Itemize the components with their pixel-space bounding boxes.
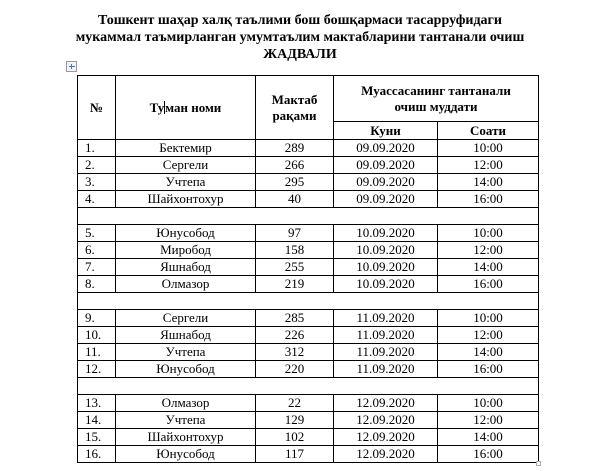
table-body	[78, 140, 539, 463]
school-number-cell[interactable]: 295	[256, 174, 334, 191]
row-number-cell[interactable]: 4.	[78, 191, 116, 208]
opening-time-cell[interactable]: 14:00	[438, 174, 539, 191]
move-cross-icon	[69, 66, 75, 67]
opening-time-cell[interactable]: 10:00	[438, 395, 539, 412]
header-opening[interactable]	[334, 76, 539, 122]
row-number-cell[interactable]: 7.	[78, 259, 116, 276]
separator-row	[78, 378, 539, 395]
opening-date-cell[interactable]: 11.09.2020	[334, 344, 438, 361]
row-number-cell[interactable]: 10.	[78, 327, 116, 344]
district-cell[interactable]: Юнусобод	[116, 361, 256, 378]
table-row	[78, 310, 539, 327]
opening-date-cell[interactable]: 10.09.2020	[334, 225, 438, 242]
separator-cell[interactable]	[78, 208, 539, 225]
row-number-cell[interactable]: 13.	[78, 395, 116, 412]
header-day[interactable]: Куни	[334, 122, 438, 140]
district-cell[interactable]: Яшнабод	[116, 327, 256, 344]
row-number-cell[interactable]: 15.	[78, 429, 116, 446]
school-number-cell[interactable]: 226	[256, 327, 334, 344]
school-number-cell[interactable]: 40	[256, 191, 334, 208]
district-cell[interactable]: Учтепа	[116, 412, 256, 429]
separator-cell[interactable]	[78, 378, 539, 395]
table-row	[78, 446, 539, 463]
header-hour[interactable]: Соати	[438, 122, 539, 140]
table-row	[78, 225, 539, 242]
opening-date-cell[interactable]: 11.09.2020	[334, 310, 438, 327]
schedule-table	[77, 75, 539, 463]
opening-date-cell[interactable]: 12.09.2020	[334, 412, 438, 429]
header-district-text-before-caret: Ту	[149, 99, 165, 115]
table-row	[78, 361, 539, 378]
header-district-text-after-caret: ман номи	[165, 99, 222, 115]
title-line-1: Тошкент шаҳар халқ таълими бош бошқармаси тасарруфидаги	[98, 13, 502, 28]
district-cell[interactable]: Яшнабод	[116, 259, 256, 276]
opening-time-cell[interactable]: 12:00	[438, 242, 539, 259]
row-number-cell[interactable]: 5.	[78, 225, 116, 242]
school-number-cell[interactable]: 22	[256, 395, 334, 412]
school-number-cell[interactable]: 158	[256, 242, 334, 259]
row-number-cell[interactable]: 9.	[78, 310, 116, 327]
separator-row	[78, 208, 539, 225]
school-number-cell[interactable]: 97	[256, 225, 334, 242]
district-cell[interactable]: Учтепа	[116, 344, 256, 361]
opening-date-cell[interactable]: 10.09.2020	[334, 276, 438, 293]
district-cell[interactable]: Шайхонтохур	[116, 191, 256, 208]
opening-time-cell[interactable]: 10:00	[438, 310, 539, 327]
header-opening-line-2: очиш муддати	[394, 98, 478, 114]
district-cell[interactable]: Юнусобод	[116, 225, 256, 242]
school-number-cell[interactable]: 220	[256, 361, 334, 378]
school-number-cell[interactable]: 129	[256, 412, 334, 429]
district-cell[interactable]: Учтепа	[116, 174, 256, 191]
opening-date-cell[interactable]: 09.09.2020	[334, 174, 438, 191]
table-row	[78, 276, 539, 293]
opening-time-cell[interactable]: 12:00	[438, 412, 539, 429]
row-number-cell[interactable]: 2.	[78, 157, 116, 174]
district-cell[interactable]: Сергели	[116, 157, 256, 174]
row-number-cell[interactable]: 14.	[78, 412, 116, 429]
row-number-cell[interactable]: 6.	[78, 242, 116, 259]
row-number-cell[interactable]: 3.	[78, 174, 116, 191]
header-district[interactable]	[116, 76, 256, 140]
opening-time-cell[interactable]: 12:00	[438, 157, 539, 174]
table-row	[78, 429, 539, 446]
separator-row	[78, 293, 539, 310]
opening-date-cell[interactable]: 09.09.2020	[334, 191, 438, 208]
school-number-cell[interactable]: 102	[256, 429, 334, 446]
opening-time-cell[interactable]: 16:00	[438, 191, 539, 208]
opening-time-cell[interactable]: 14:00	[438, 259, 539, 276]
table-row	[78, 327, 539, 344]
school-number-cell[interactable]: 289	[256, 140, 334, 157]
opening-date-cell[interactable]: 09.09.2020	[334, 157, 438, 174]
opening-date-cell[interactable]: 12.09.2020	[334, 429, 438, 446]
table-row	[78, 191, 539, 208]
header-opening-line-1: Муассасанинг тантанали	[361, 82, 511, 98]
district-cell[interactable]: Олмазор	[116, 276, 256, 293]
district-cell[interactable]: Шайхонтохур	[116, 429, 256, 446]
opening-date-cell[interactable]: 09.09.2020	[334, 140, 438, 157]
header-school[interactable]: Мактаб рақами	[256, 76, 334, 140]
table-row	[78, 174, 539, 191]
row-number-cell[interactable]: 11.	[78, 344, 116, 361]
table-row	[78, 157, 539, 174]
opening-date-cell[interactable]: 10.09.2020	[334, 242, 438, 259]
row-number-cell[interactable]: 16.	[78, 446, 116, 463]
opening-date-cell[interactable]: 10.09.2020	[334, 259, 438, 276]
opening-date-cell[interactable]: 12.09.2020	[334, 446, 438, 463]
opening-time-cell[interactable]: 10:00	[438, 140, 539, 157]
row-number-cell[interactable]: 1.	[78, 140, 116, 157]
school-number-cell[interactable]: 285	[256, 310, 334, 327]
table-row	[78, 344, 539, 361]
table-row	[78, 412, 539, 429]
opening-time-cell[interactable]: 14:00	[438, 429, 539, 446]
opening-time-cell[interactable]: 10:00	[438, 225, 539, 242]
opening-date-cell[interactable]: 11.09.2020	[334, 361, 438, 378]
title-line-2: мукаммал таъмирланган умумтаълим мактабларини тантанали очиш	[75, 30, 525, 45]
opening-time-cell[interactable]: 14:00	[438, 344, 539, 361]
row-number-cell[interactable]: 8.	[78, 276, 116, 293]
header-number[interactable]: №	[78, 76, 116, 140]
opening-time-cell[interactable]: 16:00	[438, 361, 539, 378]
separator-cell[interactable]	[78, 293, 539, 310]
school-number-cell[interactable]: 117	[256, 446, 334, 463]
opening-time-cell[interactable]: 16:00	[438, 276, 539, 293]
opening-date-cell[interactable]: 12.09.2020	[334, 395, 438, 412]
school-number-cell[interactable]: 312	[256, 344, 334, 361]
table-row	[78, 395, 539, 412]
title-line-3: ЖАДВАЛИ	[263, 47, 337, 62]
table-row	[78, 140, 539, 157]
district-cell[interactable]: Юнусобод	[116, 446, 256, 463]
table-move-handle[interactable]	[66, 61, 77, 72]
opening-time-cell[interactable]: 16:00	[438, 446, 539, 463]
school-number-cell[interactable]: 255	[256, 259, 334, 276]
opening-time-cell[interactable]: 12:00	[438, 327, 539, 344]
district-cell[interactable]: Миробод	[116, 242, 256, 259]
school-number-cell[interactable]: 219	[256, 276, 334, 293]
opening-date-cell[interactable]: 11.09.2020	[334, 327, 438, 344]
table-resize-handle[interactable]	[536, 461, 541, 466]
row-number-cell[interactable]: 12.	[78, 361, 116, 378]
district-cell[interactable]: Сергели	[116, 310, 256, 327]
district-cell[interactable]: Бектемир	[116, 140, 256, 157]
table-row	[78, 259, 539, 276]
school-number-cell[interactable]: 266	[256, 157, 334, 174]
document-title[interactable]	[0, 12, 600, 63]
table-row	[78, 242, 539, 259]
district-cell[interactable]: Олмазор	[116, 395, 256, 412]
table-header-row	[78, 76, 539, 122]
